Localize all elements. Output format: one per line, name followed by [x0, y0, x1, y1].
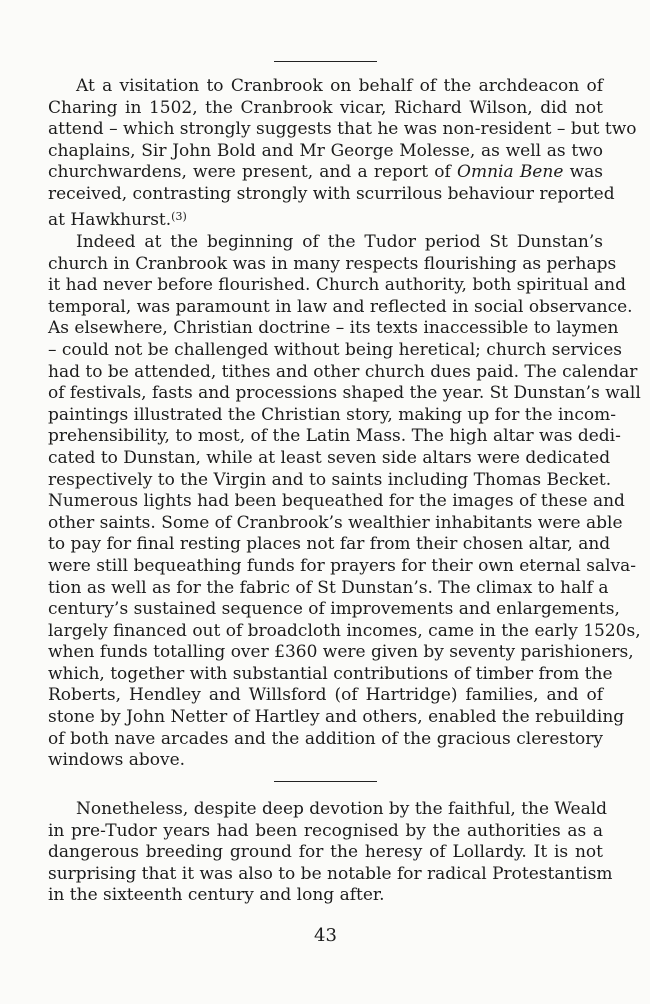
paragraph-tudor-period [48, 232, 641, 772]
paragraph-lollardy [48, 799, 613, 907]
text-line: Indeed at the beginning of the Tudor period St Dunstan’s [76, 232, 603, 252]
footnote-reference: (3) [171, 209, 187, 223]
text-line: – could not be challenged without being heretical; church services [48, 339, 622, 360]
text-line-content: at Hawkhurst. [48, 209, 172, 230]
text-line: Roberts, Hendley and Willsford (of Hartridge) families, and of [48, 685, 603, 706]
text-line: in pre-Tudor years had been recognised by the authorities as a [48, 820, 603, 841]
text-line-omnia-bene: churchwardens, were present, and a report of Omnia Bene was [48, 162, 604, 183]
text-line: other saints. Some of Cranbrook’s wealthier inhabitants were able [48, 512, 623, 533]
text-line: Charing in 1502, the Cranbrook vicar, Richard Wilson, did not [48, 97, 603, 118]
text-line: paintings illustrated the Christian story, making up for the incom- [48, 404, 616, 425]
book-page [48, 0, 641, 1004]
text-line: As elsewhere, Christian doctrine – its texts inaccessible to laymen [48, 318, 619, 339]
section-divider-middle [274, 781, 377, 782]
text-line: surprising that it was also to be notable for radical Protestantism [48, 863, 613, 884]
text-line: church in Cranbrook was in many respects flourishing as perhaps [48, 253, 617, 274]
text-line: Numerous lights had been bequeathed for the images of these and [48, 491, 625, 512]
text-line: when funds totalling over £360 were given by seventy parishioners, [48, 642, 634, 663]
text-line: stone by John Netter of Hartley and others, enabled the rebuilding [48, 707, 625, 728]
text-line: of festivals, fasts and processions shaped the year. St Dunstan’s wall [48, 383, 641, 404]
paragraph-visitation [48, 76, 637, 231]
text-line: tion as well as for the fabric of St Dunstan’s. The climax to half a [48, 577, 609, 598]
text-line: which, together with substantial contributions of timber from the [48, 663, 613, 684]
text-line: received, contrasting strongly with scurrilous behaviour reported [48, 183, 615, 204]
text-line: respectively to the Virgin and to saints including Thomas Becket. [48, 469, 612, 490]
text-line: chaplains, Sir John Bold and Mr George Molesse, as well as two [48, 140, 603, 161]
text-line-last [48, 206, 603, 232]
text-line: century’s sustained sequence of improvements and enlargements, [48, 599, 620, 620]
text-line: Nonetheless, despite deep devotion by the faithful, the Weald [76, 799, 608, 819]
section-divider-top [274, 61, 377, 62]
italic-latin-phrase: Omnia Bene [457, 162, 564, 183]
text-line: dangerous breeding ground for the heresy of Lollardy. It is not [48, 842, 603, 863]
text-line-last: windows above. [48, 750, 186, 771]
text-line: attend – which strongly suggests that he was non-resident – but two [48, 119, 637, 140]
text-line: temporal, was paramount in law and reflected in social observance. [48, 296, 633, 317]
text-line: largely financed out of broadcloth incomes, came in the early 1520s, [48, 620, 641, 641]
text-line: to pay for final resting places not far from their chosen altar, and [48, 534, 611, 555]
text-line: had to be attended, tithes and other church dues paid. The calendar [48, 361, 638, 382]
page-number: 43 [314, 925, 337, 946]
text-line: prehensibility, to most, of the Latin Mass. The high altar was dedi- [48, 426, 621, 447]
text-line: were still bequeathing funds for prayers for their own eternal salva- [48, 555, 637, 576]
text-line: cated to Dunstan, while at least seven side altars were dedicated [48, 447, 611, 468]
text-line: of both nave arcades and the addition of the gracious clerestory [48, 728, 603, 749]
text-line-last: in the sixteenth century and long after. [48, 885, 385, 906]
text-line: it had never before flourished. Church authority, both spiritual and [48, 275, 626, 296]
text-line: At a visitation to Cranbrook on behalf of the archdeacon of [76, 76, 603, 96]
